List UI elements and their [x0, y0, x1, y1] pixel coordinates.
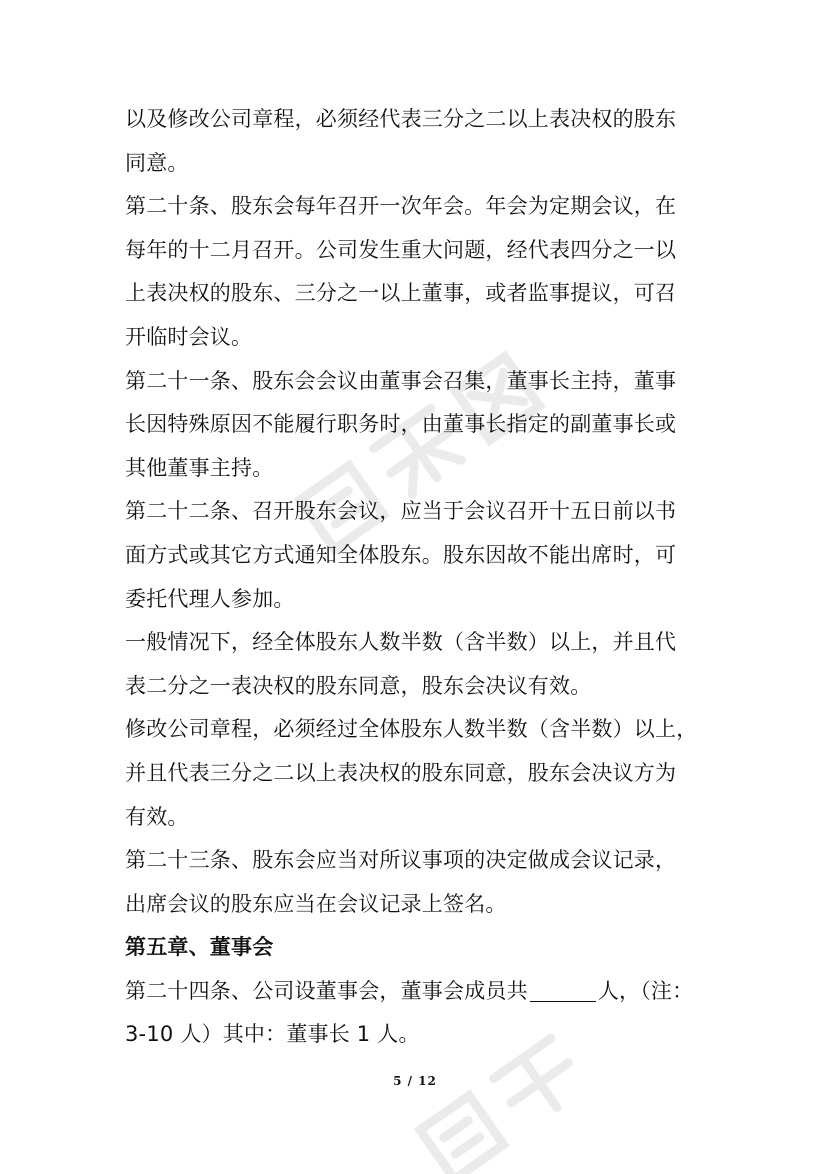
- paragraph-line: 同意。: [125, 150, 189, 175]
- article-24-line-1: [125, 970, 715, 1014]
- article-24-suffix: 人，（注：: [597, 978, 694, 1003]
- paragraph-line: 出席会议的股东应当在会议记录上签名。: [125, 891, 507, 916]
- paragraph-line: 有效。: [125, 804, 189, 829]
- paragraph-line: 长因特殊原因不能履行职务时，由董事长指定的副董事长或: [125, 412, 677, 437]
- chapter-heading: 第五章、董事会: [125, 935, 274, 960]
- paragraph-line: 每年的十二月召开。公司发生重大问题，经代表四分之一以: [125, 237, 677, 262]
- paragraph-line: 第二十三条、股东会应当对所议事项的决定做成会议记录，: [125, 848, 677, 873]
- fill-in-blank: [530, 979, 596, 1002]
- paragraph-line: 委托代理人参加。: [125, 586, 295, 611]
- article-24-prefix: 第二十四条、公司设董事会，董事会成员共: [125, 978, 528, 1003]
- paragraph-line: 第二十一条、股东会会议由董事会召集，董事长主持，董事: [125, 368, 677, 393]
- paragraph-line: 第二十二条、召开股东会议，应当于会议召开十五日前以书: [125, 499, 677, 524]
- paragraph-line: 其他董事主持。: [125, 455, 274, 480]
- paragraph-line: 以及修改公司章程，必须经代表三分之二以上表决权的股东: [125, 107, 677, 131]
- paragraph-line: 上表决权的股东、三分之一以上董事，或者监事提议，可召: [125, 281, 677, 306]
- paragraph-line: 第二十条、股东会每年召开一次年会。年会为定期会议，在: [125, 194, 677, 219]
- article-24-line-2: 3-10 人）其中：董事长 1 人。: [125, 1022, 420, 1047]
- paragraph-line: 面方式或其它方式通知全体股东。股东因故不能出席时，可: [125, 542, 677, 567]
- paragraph-line: 一般情况下，经全体股东人数半数（含半数）以上，并且代: [125, 630, 677, 655]
- paragraph-line: 开临时会议。: [125, 324, 253, 349]
- document-body: [125, 98, 715, 1057]
- paragraph-line: 表二分之一表决权的股东同意，股东会决议有效。: [125, 673, 592, 698]
- paragraph-line: 修改公司章程，必须经过全体股东人数半数（含半数）以上，: [125, 717, 698, 742]
- paragraph-line: 并且代表三分之二以上表决权的股东同意，股东会决议方为: [125, 760, 677, 785]
- page-number: 5 / 12: [393, 1074, 437, 1088]
